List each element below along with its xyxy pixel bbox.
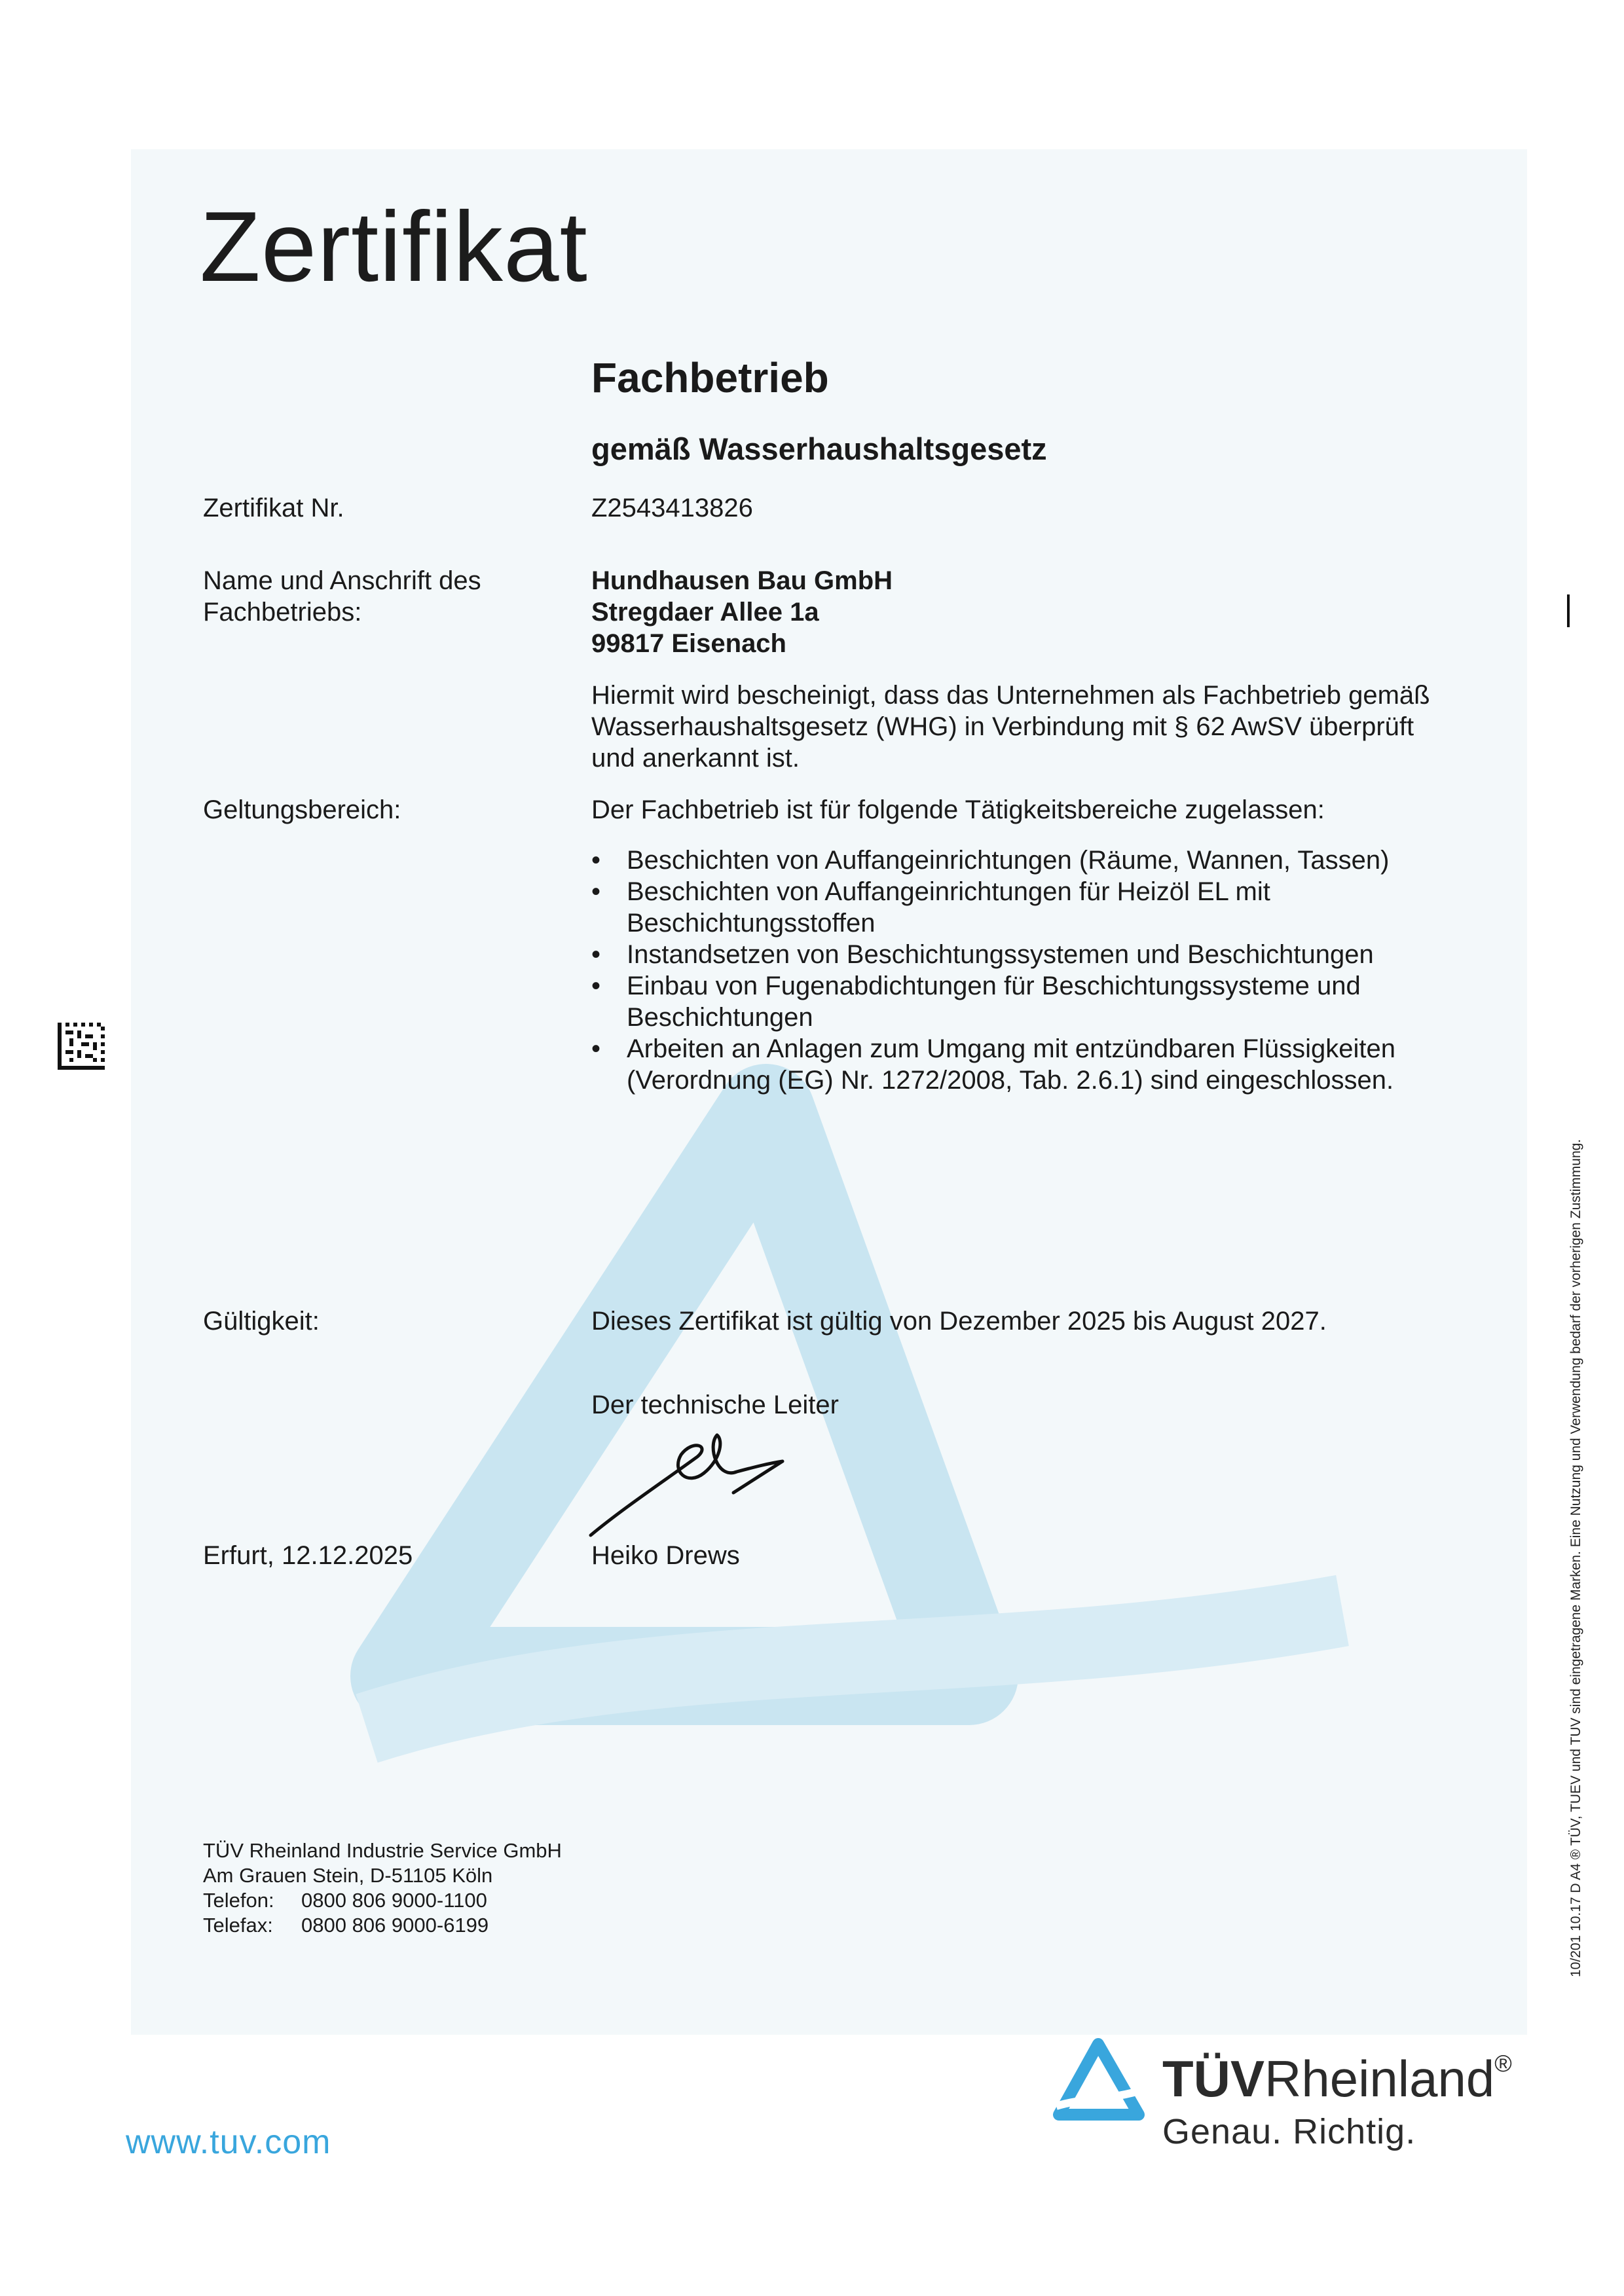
scope-item: • Einbau von Fugenabdichtungen für Beschichtungssysteme und Beschichtungen [591, 970, 1443, 1033]
signer-name: Heiko Drews [591, 1541, 740, 1570]
fax-label: Telefax: [203, 1914, 273, 1937]
legal-side-note: 10/201 10.17 D A4 ® TÜV, TUEV und TUV sind eingetragene Marken. Eine Nutzung und Verwendung bedarf der vorherigen Zustimmung. [1568, 1139, 1583, 1977]
certificate-number: Z2543413826 [591, 494, 753, 522]
place-date: Erfurt, 12.12.2025 [203, 1541, 413, 1570]
registered-mark: ® [1494, 2050, 1512, 2077]
certificate-heading: Fachbetrieb [591, 354, 829, 401]
scope-item: • Instandsetzen von Beschichtungssystemen und Beschichtungen [591, 939, 1443, 970]
validity-text: Dieses Zertifikat ist gültig von Dezember 2025 bis August 2027. [591, 1307, 1327, 1336]
issuer-fax [203, 1913, 489, 1938]
phone-number: 0800 806 9000-1100 [301, 1889, 487, 1912]
issuer-phone [203, 1888, 487, 1913]
issuer-street: Am Grauen Stein, D-51105 Köln [203, 1864, 493, 1887]
data-matrix-code-icon [58, 1023, 105, 1070]
website-link[interactable]: www.tuv.com [126, 2123, 331, 2161]
scope-label: Geltungsbereich: [203, 795, 401, 824]
brand-slogan: Genau. Richtig. [1162, 2112, 1416, 2151]
page-title: Zertifikat [200, 191, 588, 302]
phone-label: Telefon: [203, 1889, 274, 1912]
issuer-name: TÜV Rheinland Industrie Service GmbH [203, 1839, 562, 1862]
signature [583, 1427, 799, 1545]
validity-label: Gültigkeit: [203, 1307, 320, 1336]
tuv-triangle-logo-icon [1051, 2037, 1146, 2123]
scope-item: • Beschichten von Auffangeinrichtungen (Räume, Wannen, Tassen) [591, 845, 1443, 876]
company-name: Hundhausen Bau GmbH [591, 566, 893, 595]
edge-mark [1567, 594, 1570, 627]
scope-item: • Arbeiten an Anlagen zum Umgang mit entzündbaren Flüssigkeiten (Verordnung (EG) Nr. 1272/2008, Tab. 2.6.1) sind eingeschlossen. [591, 1033, 1443, 1096]
brand-name [1162, 2049, 1512, 2109]
certificate-number-label: Zertifikat Nr. [203, 494, 344, 522]
company-city: 99817 Eisenach [591, 629, 786, 658]
company-street: Stregdaer Allee 1a [591, 598, 819, 627]
fax-number: 0800 806 9000-6199 [301, 1914, 489, 1937]
scope-item: • Beschichten von Auffangeinrichtungen für Heizöl EL mit Beschichtungsstoffen [591, 876, 1443, 939]
brand-name-regular: Rheinland [1264, 2050, 1495, 2107]
confirmation-text: Hiermit wird bescheinigt, dass das Unternehmen als Fachbetrieb gemäß Wasserhaushaltsgesetz (WHG) in Verbindung mit § 62 AwSV überprüft und anerkannt ist. [591, 681, 1430, 773]
scope-intro: Der Fachbetrieb ist für folgende Tätigkeitsbereiche zugelassen: [591, 795, 1325, 824]
certificate-subheading: gemäß Wasserhaushaltsgesetz [591, 431, 1047, 466]
company-label-line2: Fachbetriebs: [203, 598, 362, 627]
scope-list [591, 845, 1443, 1096]
signer-role: Der technische Leiter [591, 1391, 839, 1419]
brand-name-bold: TÜV [1162, 2050, 1264, 2107]
company-label-line1: Name und Anschrift des [203, 566, 481, 595]
